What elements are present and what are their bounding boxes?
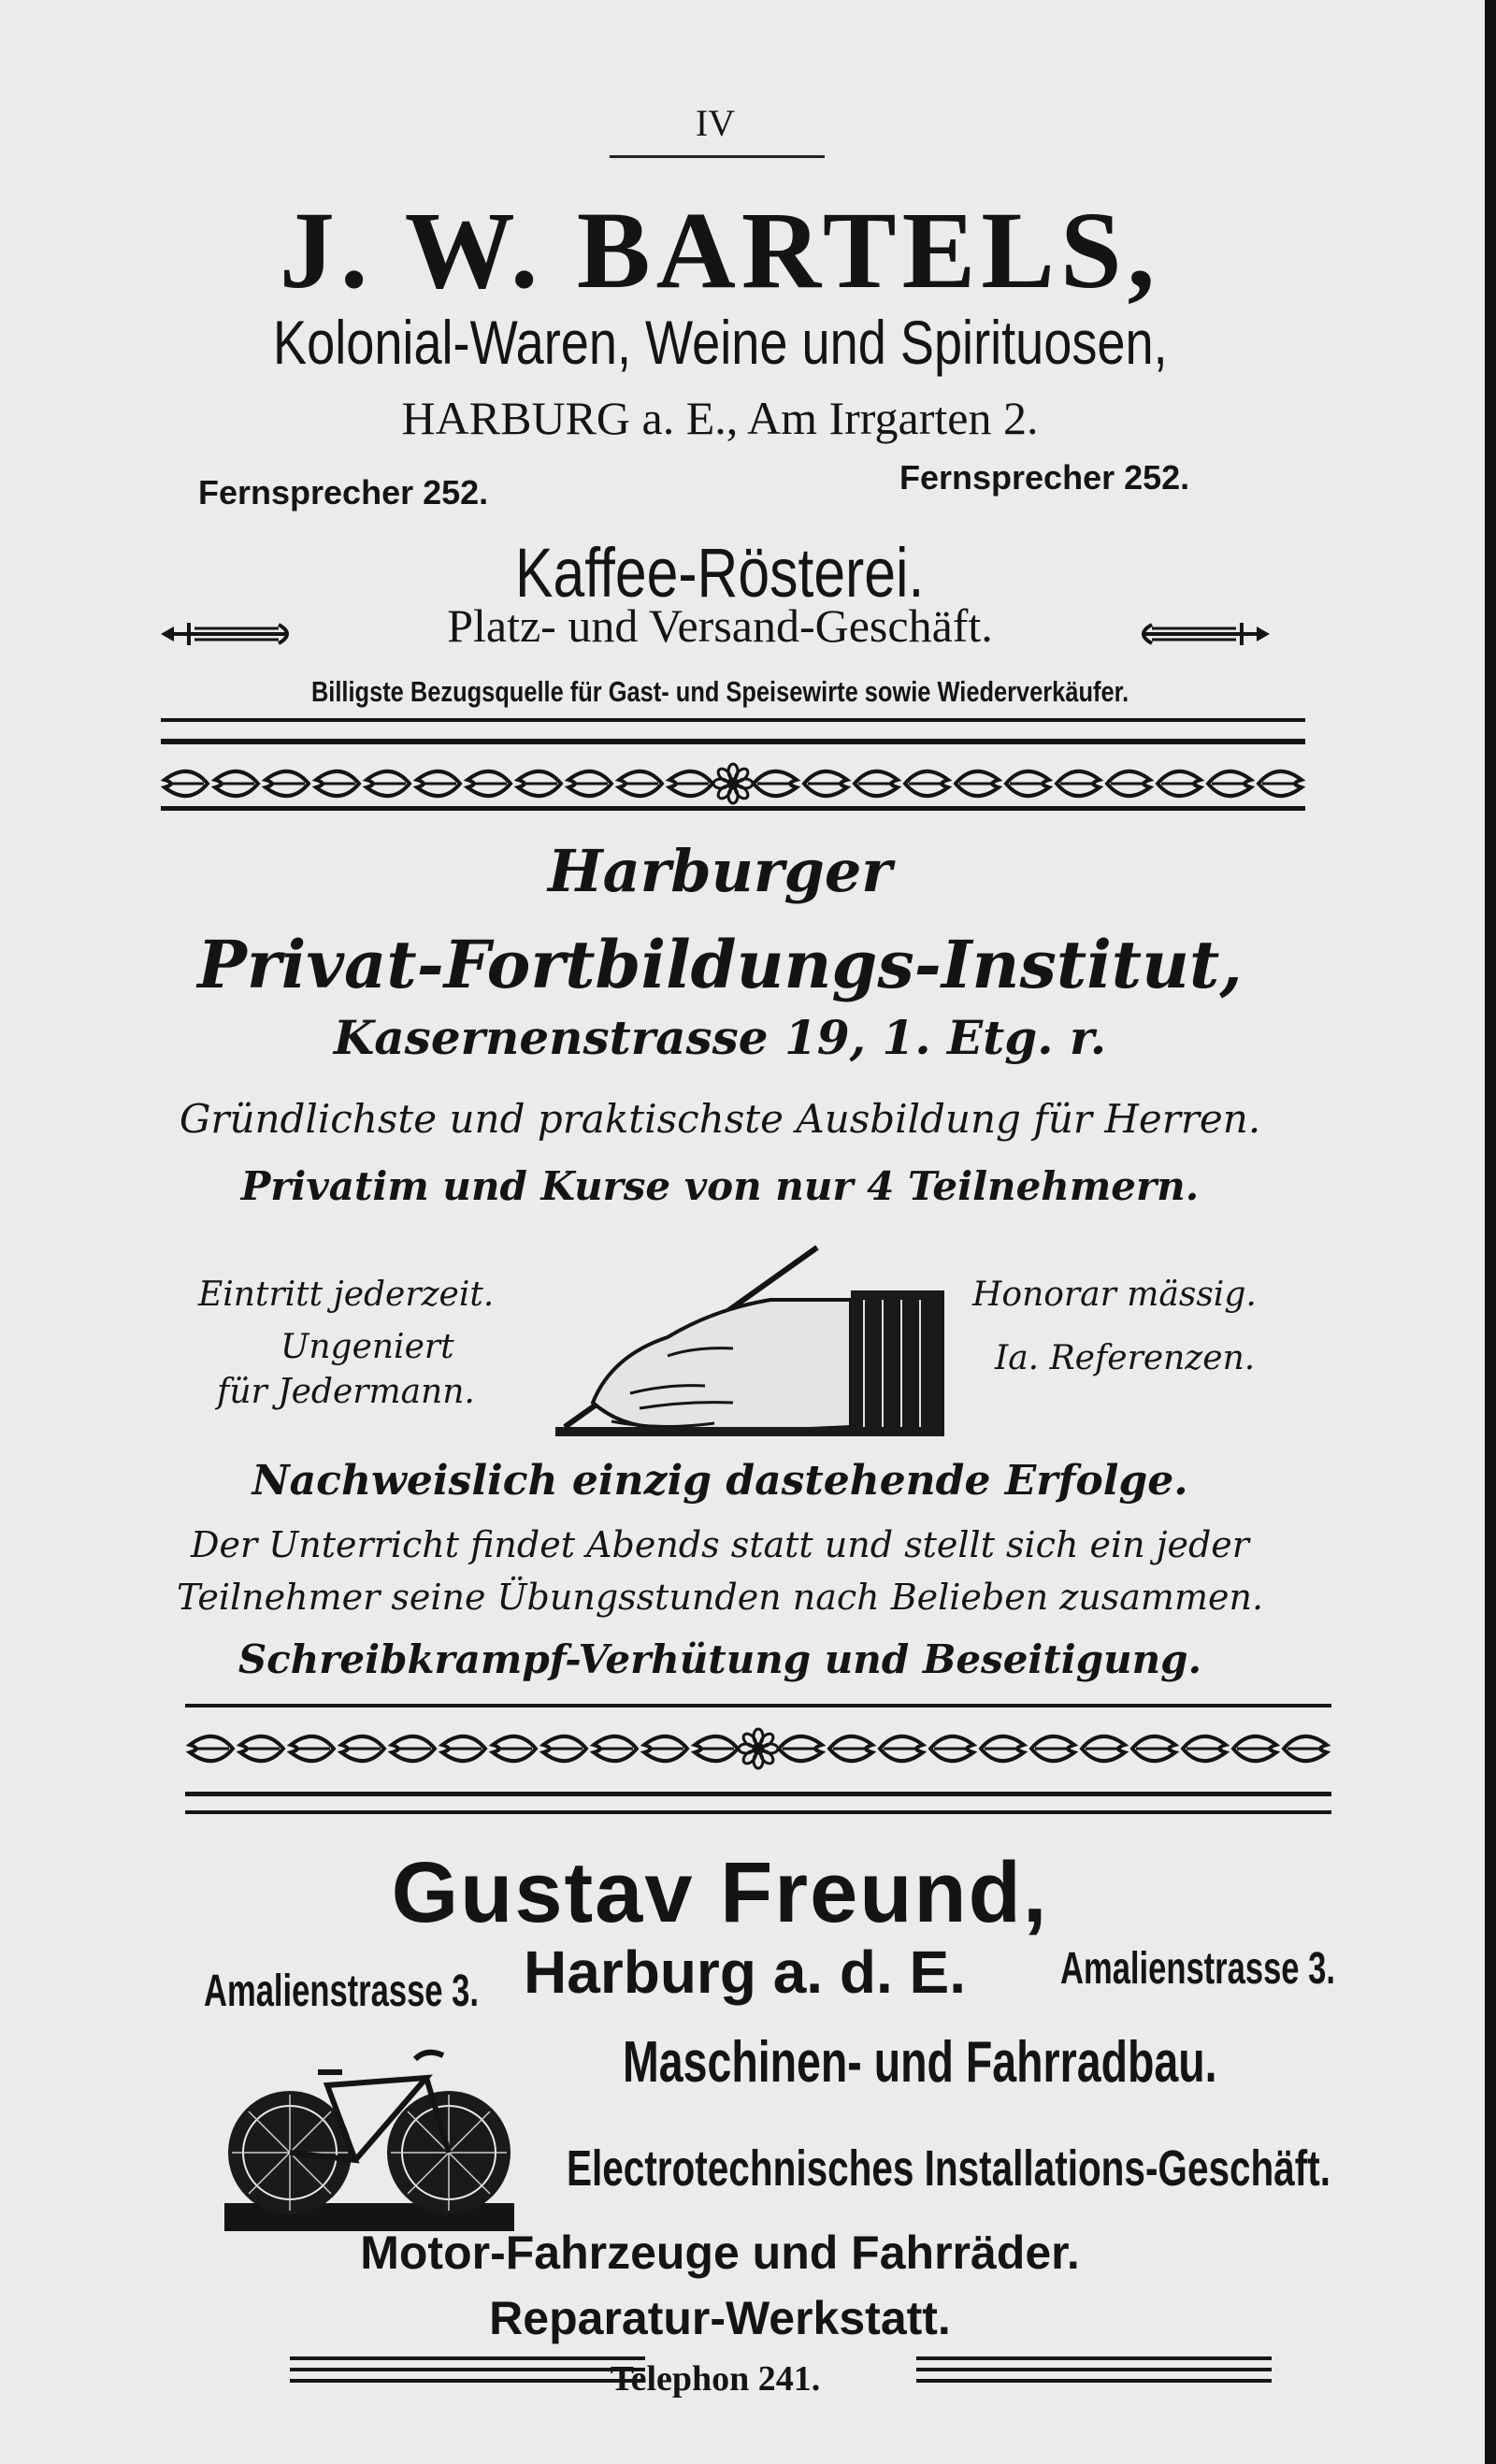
institut-training-line: Gründlichste und praktischste Ausbildung für Herren. (179, 1096, 1261, 1142)
freund-address-right: Amalienstrasse 3. (1060, 1944, 1335, 1994)
flower-center (727, 778, 739, 789)
bartels-goods: Kolonial-Waren, Weine und Spirituosen, (272, 308, 1168, 377)
bartels-address: HARBURG a. E., Am Irrgarten 2. (401, 392, 1039, 444)
institut-claim: Nachweislich einzig dastehende Erfolge. (252, 1457, 1188, 1505)
freund-company-name: Gustav Freund, (391, 1845, 1049, 1940)
rule-line (916, 2379, 1272, 2383)
freund-address-left: Amalienstrasse 3. (204, 1967, 479, 2016)
bartels-company-name: J. W. BARTELS, (279, 189, 1161, 311)
freund-city: Harburg a. d. E. (524, 1938, 966, 2006)
bicycle-icon (215, 2039, 524, 2235)
arrow-ornament-left-icon (157, 615, 297, 653)
freund-motor: Motor-Fahrzeuge und Fahrräder. (360, 2226, 1080, 2279)
rule-line (161, 718, 1305, 722)
rule-line (161, 739, 1305, 744)
rule-line (185, 1704, 1331, 1708)
institut-courses-line: Privatim und Kurse von nur 4 Teilnehmern. (240, 1163, 1200, 1209)
rule-line (916, 2368, 1272, 2371)
institut-references: Ia. Referenzen. (995, 1339, 1256, 1377)
rule-line (185, 1810, 1331, 1814)
writing-hand-icon (555, 1244, 948, 1440)
institut-evening-line: Der Unterricht findet Abends statt und stellt sich ein jeder (191, 1524, 1249, 1565)
rule-line (161, 806, 1305, 811)
institut-address: Kasernenstrasse 19, 1. Etg. r. (333, 1010, 1107, 1065)
bartels-business: Platz- und Versand-Geschäft. (447, 599, 993, 652)
institut-entry: Eintritt jederzeit. (198, 1275, 495, 1314)
flower-center (753, 1743, 764, 1754)
freund-repair: Reparatur-Werkstatt. (489, 2292, 951, 2344)
freund-machines: Maschinen- und Fahrradbau. (623, 2030, 1217, 2095)
arrow-ornament-right-icon (1133, 615, 1273, 653)
bartels-phone-right: Fernsprecher 252. (899, 458, 1190, 497)
institut-schedule-line: Teilnehmer seine Übungsstunden nach Belieben zusammen. (176, 1577, 1264, 1618)
institut-ungeniert: Ungeniert (280, 1328, 454, 1366)
bartels-note: Billigste Bezugsquelle für Gast- und Speisewirte sowie Wiederverkäufer. (310, 675, 1129, 708)
institut-name: Privat-Fortbildungs-Institut, (197, 926, 1243, 1003)
institut-for-everyone: für Jedermann. (217, 1373, 475, 1411)
rule-line (185, 1792, 1331, 1796)
institut-fee: Honorar mässig. (972, 1275, 1257, 1314)
rule-line (916, 2356, 1272, 2360)
institut-cramp-line: Schreibkrampf-Verhütung und Beseitigung. (237, 1636, 1202, 1682)
page-number: IV (695, 102, 736, 144)
page-number-rule (610, 155, 825, 158)
institut-city: Harburger (548, 837, 892, 905)
leaf-ornament-band-bottom (185, 1713, 1331, 1784)
bartels-roastery: Kaffee-Rösterei. (515, 534, 925, 612)
freund-electro: Electrotechnisches Installations-Geschäft. (567, 2140, 1331, 2197)
freund-telephone: Telephon 241. (610, 2359, 821, 2399)
bartels-phone-left: Fernsprecher 252. (198, 473, 489, 512)
